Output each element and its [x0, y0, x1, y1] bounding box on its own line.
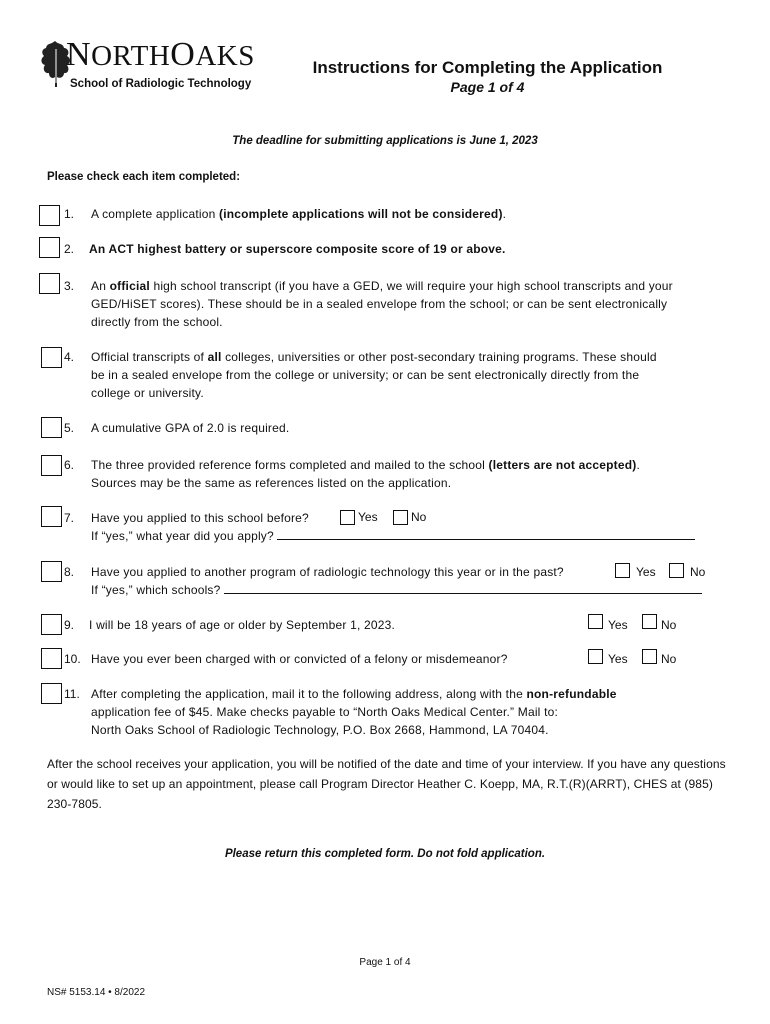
item-8-no-checkbox[interactable] — [669, 563, 684, 578]
item-8-yes-checkbox[interactable] — [615, 563, 630, 578]
item-10-yes-label: Yes — [608, 652, 628, 666]
item-3-checkbox[interactable] — [39, 273, 60, 294]
item-1-text: A complete application (incomplete applications will not be considered). — [91, 207, 507, 221]
item-7-question: Have you applied to this school before? — [91, 511, 309, 525]
logo-wordmark: NORTHOAKS — [66, 36, 255, 73]
item-3-number: 3. — [64, 279, 75, 293]
item-4-text: Official transcripts of all colleges, universities or other post-secondary training programs. These should be in a sealed envelope from the college or university; or can be sent electronically directly from the college or university. — [91, 350, 657, 400]
item-7-year-field[interactable] — [277, 529, 695, 540]
item-7-yes-checkbox[interactable] — [340, 510, 355, 525]
deadline-notice: The deadline for submitting applications is June 1, 2023 — [232, 135, 538, 147]
item-2-checkbox[interactable] — [39, 237, 60, 258]
item-8-checkbox[interactable] — [41, 561, 62, 582]
item-9-no-label: No — [661, 618, 677, 632]
page-title: Instructions for Completing the Application — [312, 58, 663, 77]
item-9-no-checkbox[interactable] — [642, 614, 657, 629]
logo-subtitle: School of Radiologic Technology — [70, 78, 252, 90]
return-note: Please return this completed form. Do not fold application. — [224, 848, 546, 860]
item-7-no-label: No — [411, 510, 427, 524]
item-3-text: An official high school transcript (if you have a GED, we will require your high school transcripts and your GED/HiSET scores). These should be in a sealed envelope from the school; or can be sent electronically directly from the school. — [91, 279, 673, 329]
item-7-followup: If “yes,” what year did you apply? — [91, 527, 695, 545]
item-7-no-checkbox[interactable] — [393, 510, 408, 525]
item-8-number: 8. — [64, 565, 75, 579]
item-5-checkbox[interactable] — [41, 417, 62, 438]
form-number: NS# 5153.14 • 8/2022 — [47, 987, 146, 998]
item-9-yes-checkbox[interactable] — [588, 614, 603, 629]
item-10-yes-checkbox[interactable] — [588, 649, 603, 664]
page-label: Page 1 of 4 — [450, 79, 525, 95]
item-1-checkbox[interactable] — [39, 205, 60, 226]
item-11-text: After completing the application, mail it to the following address, along with the non-refundable application fee of $45. Make checks payable to “North Oaks Medical Center.” Mail to: North Oaks School of Radiologic Technology, P.O. Box 2668, Hammond, LA 70404. — [91, 687, 617, 737]
closing-paragraph: After the school receives your application, you will be notified of the date and time of your interview. If you have any questions or would like to set up an appointment, please call Program Director Heather C. Koepp, MA, R.T.(R)(ARRT), CHES at (985) 230-7805. — [47, 757, 726, 811]
item-7-yes-label: Yes — [358, 510, 378, 524]
item-8-question: Have you applied to another program of radiologic technology this year or in the past? — [91, 565, 564, 579]
item-2-text: An ACT highest battery or superscore composite score of 19 or above. — [89, 242, 506, 256]
item-5-text: A cumulative GPA of 2.0 is required. — [91, 421, 290, 435]
item-9-checkbox[interactable] — [41, 614, 62, 635]
item-10-text: Have you ever been charged with or convicted of a felony or misdemeanor? — [91, 652, 508, 666]
item-4-number: 4. — [64, 350, 75, 364]
item-5-number: 5. — [64, 421, 75, 435]
item-11-number: 11. — [64, 687, 80, 701]
item-2-number: 2. — [64, 242, 75, 256]
item-9-yes-label: Yes — [608, 618, 628, 632]
item-6-number: 6. — [64, 458, 75, 472]
item-8-yes-label: Yes — [636, 565, 656, 579]
item-1-number: 1. — [64, 207, 75, 221]
item-9-text: I will be 18 years of age or older by September 1, 2023. — [89, 618, 396, 632]
item-10-number: 10. — [64, 652, 81, 666]
item-10-checkbox[interactable] — [41, 648, 62, 669]
item-7-checkbox[interactable] — [41, 506, 62, 527]
item-7-number: 7. — [64, 511, 75, 525]
item-9-number: 9. — [64, 618, 75, 632]
item-10-no-checkbox[interactable] — [642, 649, 657, 664]
item-11-checkbox[interactable] — [41, 683, 62, 704]
item-8-followup: If “yes,” which schools? — [91, 581, 702, 599]
item-6-text: The three provided reference forms completed and mailed to the school (letters are not accepted). Sources may be the same as references listed on the application. — [91, 458, 641, 490]
footer-page-number: Page 1 of 4 — [359, 957, 411, 968]
checklist-heading: Please check each item completed: — [47, 171, 241, 183]
item-8-no-label: No — [690, 565, 706, 579]
item-10-no-label: No — [661, 652, 677, 666]
item-8-schools-field[interactable] — [224, 583, 702, 594]
item-6-checkbox[interactable] — [41, 455, 62, 476]
item-4-checkbox[interactable] — [41, 347, 62, 368]
